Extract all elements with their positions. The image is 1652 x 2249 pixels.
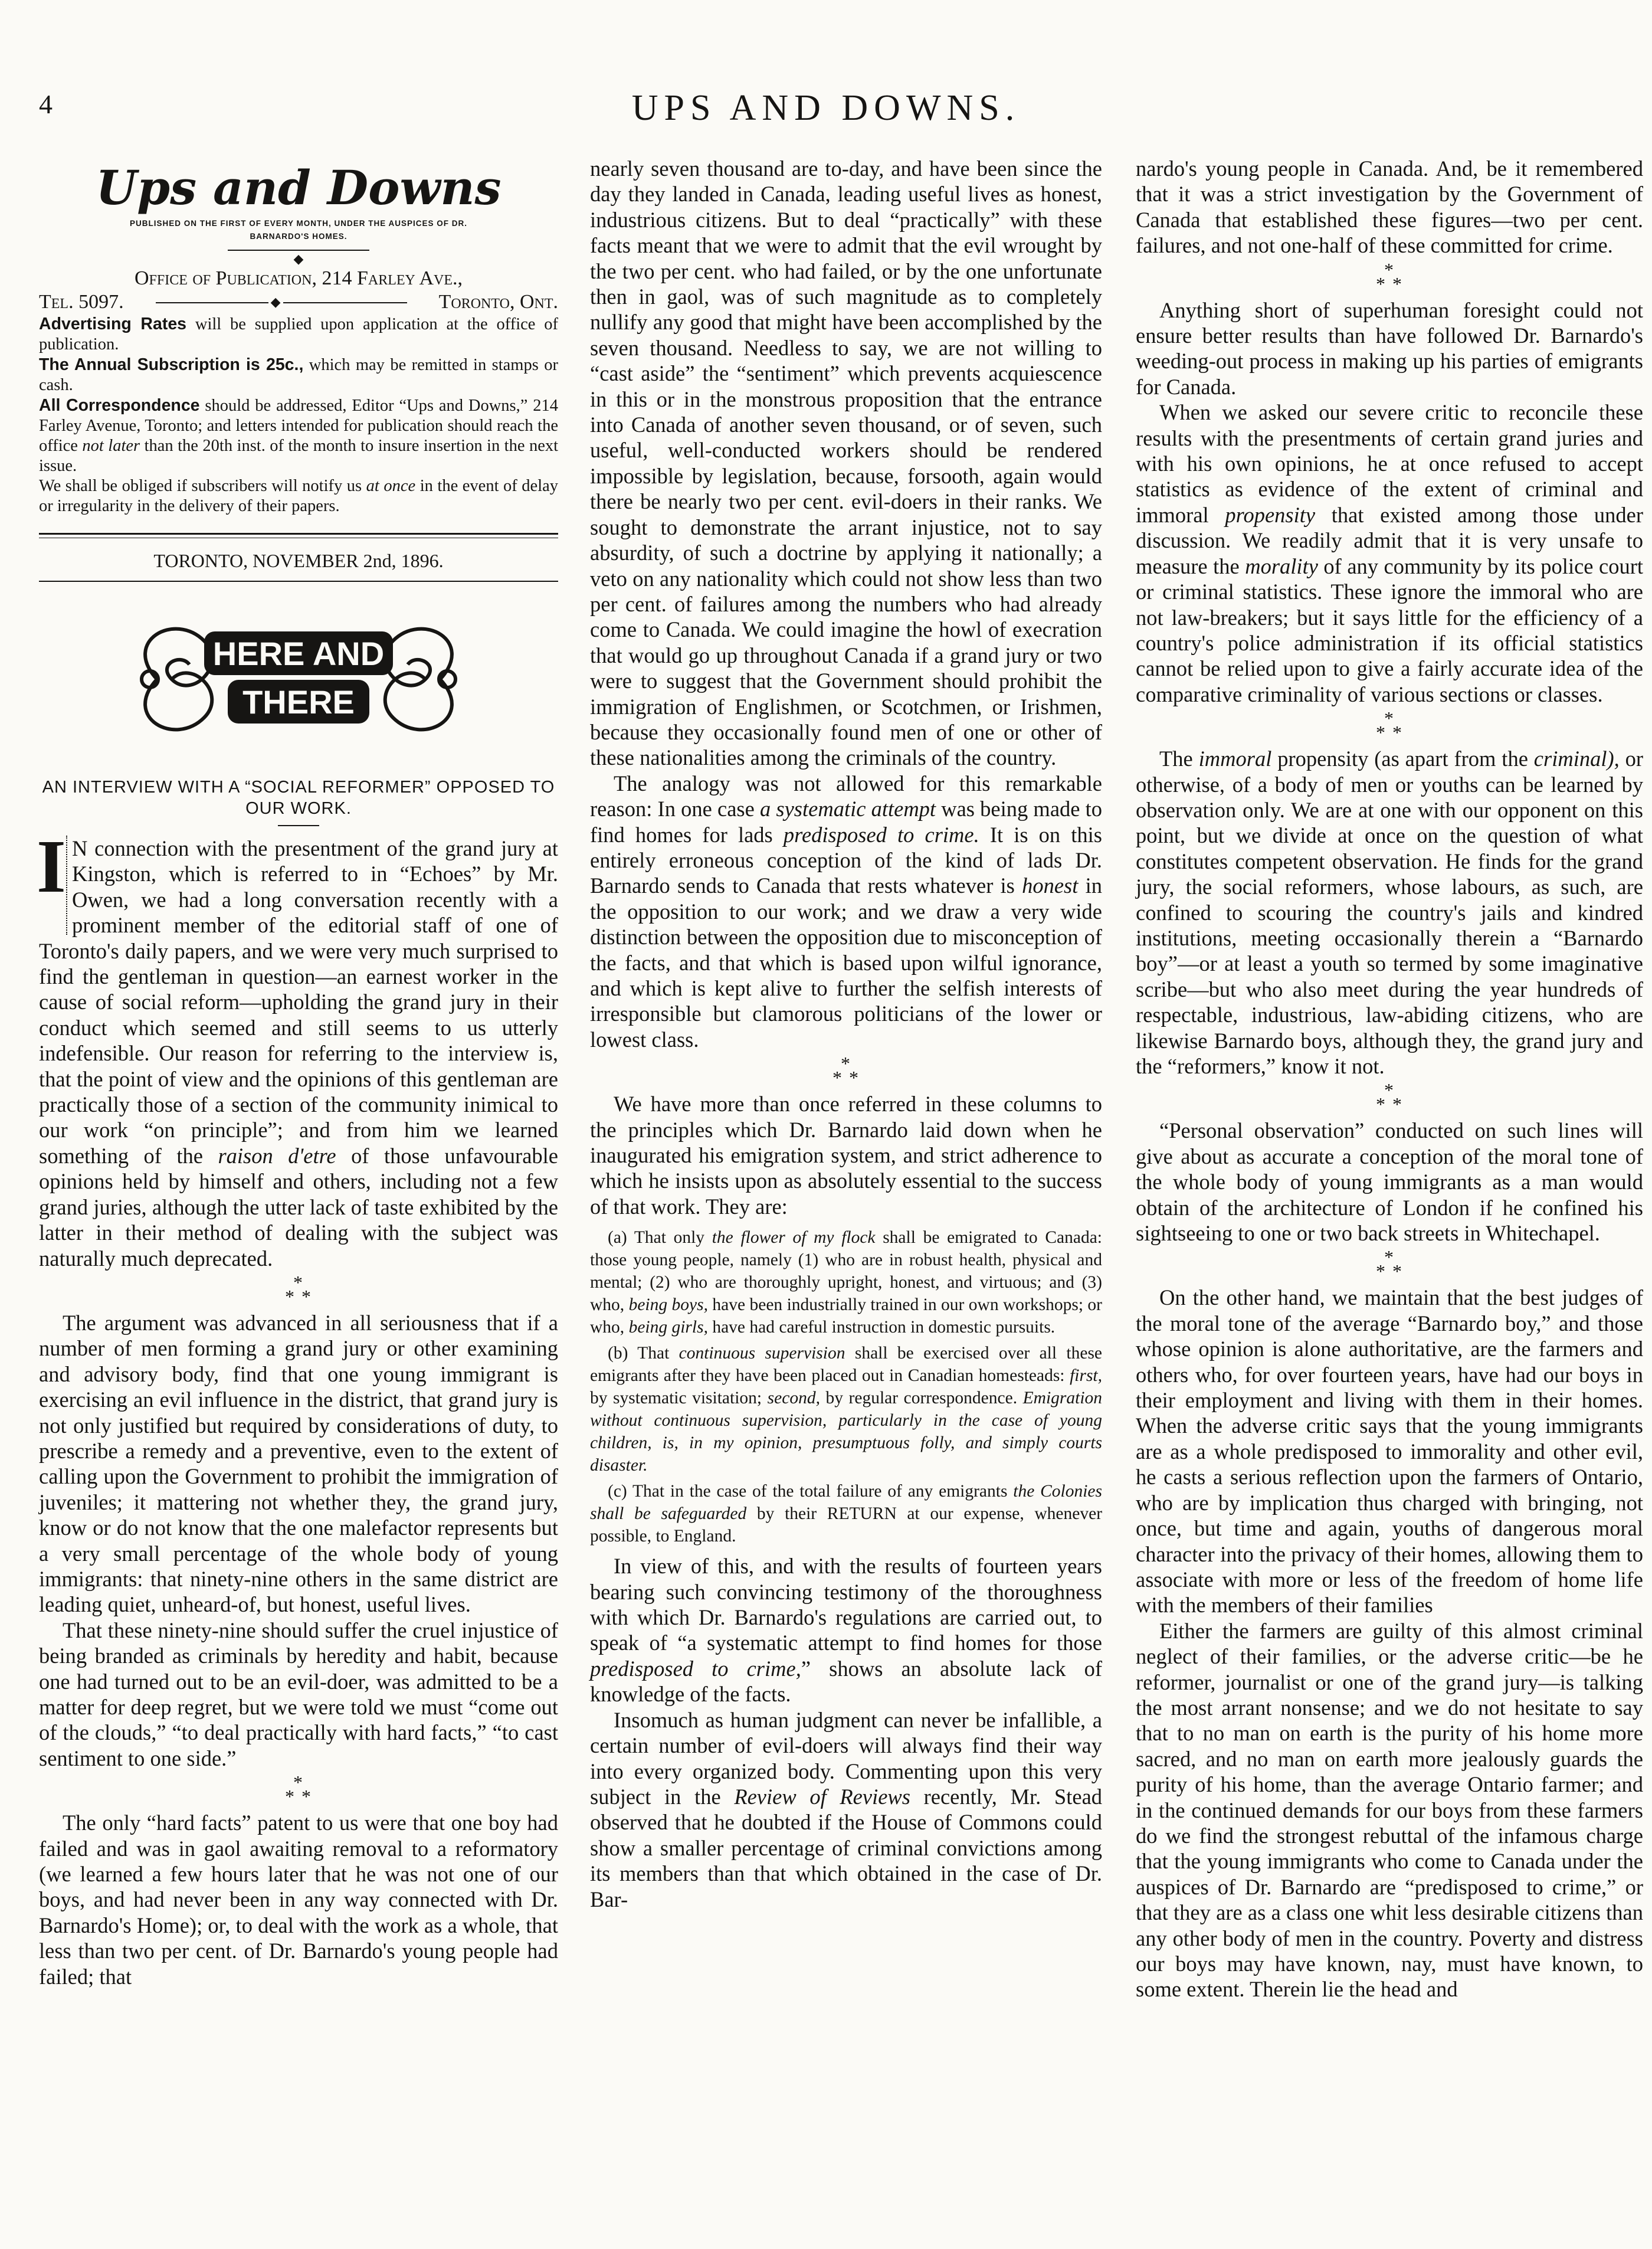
paragraph: The analogy was not allowed for this remarkable reason: In one case a systematic attempt was being made to find homes for lads predisposed to crime. It is on this entirely erroneous conception of the kind of lads Dr. Barnardo sends to Canada that rests whatever is honest in the opposition to our work; and we draw a very wide distinction between the opposition due to misconception of the facts, and that which is based upon wilful ignorance, and which is kept alive to further the selfish interests of irresponsible but clamorous politicians of the lower or lowest class.	[590, 771, 1103, 1052]
paragraph: Anything short of superhuman foresight could not ensure better results than have followed Dr. Barnardo's weeding-out process in making up his parties of emigrants for Canada.	[1136, 297, 1643, 399]
asterism: * * *	[1376, 258, 1403, 294]
rule	[39, 581, 558, 582]
rule	[278, 825, 319, 826]
principle-c: (c) That in the case of the total failure of any emigrants the Colonies shall be safeguarded by their RETURN at our expense, whenever possible, to England.	[590, 1482, 1103, 1546]
paragraph: On the other hand, we maintain that the best judges of the moral tone of the average “Barnardo boy,” and those whose opinion is alone authoritative, are the farmers and others who, for over fourteen years, have had our boys in their employment and living with them in their homes. When the adverse critic says that the young immigrants are as a whole predisposed to immorality and other evil, he casts a serious reflection upon the farmers of Ontario, who are by implication thus charged with bringing, not once, but time and again, youths of dangerous moral character into the privacy of their homes, allowing them to associate with more or less of the freedom of home life with the members of their families	[1136, 1285, 1643, 1618]
subscription-notice: The Annual Subscription is 25c., which may be remitted in stamps or cash.	[39, 355, 558, 394]
paragraph: “Personal observation” conducted on such lines will give about as accurate a conception of the moral tone of the whole body of young immigrants as a man would obtain of the architecture of London if he confined his sightseeing to one or two back streets in Whitechapel.	[1136, 1118, 1643, 1246]
paragraph: nearly seven thousand are to-day, and have been since the day they landed in Canada, leading useful lives as honest, industrious citizens. But to deal “practically” with these facts meant that we were to admit that the evil wrought by the two per cent. who had failed, or by the one unfortunate then in gaol, was of such magnitude as to completely nullify any good that might have been accomplished by the seven thousand. Needless to say, we are not willing to “cast aside” the “sentiment” which prevents acquiescence in this or in the monstrous proposition that the entrance into Canada of another seven thousand, or of seven, such useful, well-conducted workers should be rendered impossible by legislation, because, forsooth, again would there be nearly two per cent. evil-doers in their ranks. We sought to demonstrate the arrant injustice, not to say absurdity, of such a doctrine by applying it nationally; a veto on any nationality which could not show less than two per cent. of failures among the numbers who had already come to Canada. We could imagine the howl of execration that would go up throughout Canada if a grand jury or two were to suggest that the Government should prohibit the immigration of Englishmen, or Scotchmen, or Irishmen, because they occasionally found men of one or other of these nationalities among the criminals of the country.	[590, 156, 1102, 770]
banner-line-2: THERE	[242, 683, 355, 721]
paragraph: That these ninety-nine should suffer the cruel injustice of being branded as criminals by heredity and habit, because one had turned out to be an evil-doer, was admitted to be a matter for deep regret, but we were told we must “come out of the clouds,” “to deal practically with hard facts,” “to cast sentiment to one side.”	[39, 1618, 558, 1770]
asterism: * * *	[1376, 708, 1403, 744]
article-headline: AN INTERVIEW WITH A “SOCIAL REFORMER” OPPOSED TO OUR WORK.	[42, 778, 555, 818]
paragraph: N connection with the presentment of the grand jury at Kingston, which is referred to in “Echoes” by Mr. Owen, we had a long conversation recently with a prominent member of the editorial staff of one of Toronto's daily papers, and we were very much surprised to find the gentleman in question—an earnest worker in the cause of social reform—upholding the grand jury in their conduct which seemed and still seems to us utterly indefensible. Our reason for referring to the interview is, that the point of view and the opinions of this gentleman are practically those of a section of the community inimical to our work “on principle”; and from him we learned something of the raison d'etre of those unfavourable opinions held by himself and others, including not a few grand juries, although the utter lack of taste exhibited by the latter in their method of dealing with the subject was naturally much deprecated.	[39, 836, 558, 1271]
banner-line-1: HERE AND	[212, 635, 385, 672]
running-head: UPS AND DOWNS.	[631, 88, 1021, 128]
office-line	[39, 290, 558, 314]
paragraph: When we asked our severe critic to reconcile these results with the presentments of certain grand juries and with his own opinions, he at once refused to accept statistics as evidence of the extent of criminal and immoral propensity that existed among those under discussion. We readily admit that it is very unsafe to measure the morality of any community by its police court or criminal statistics. These ignore the immoral who are not law-breakers; but it says little for the efficiency of a country's police administration if its official statistics cannot be relied upon to give a fairly accurate idea of the comparative criminality of various sections or classes.	[1136, 400, 1644, 706]
asterism: * * *	[832, 1053, 860, 1089]
paragraph: We have more than once referred in these columns to the principles which Dr. Barnardo laid down when he inaugurated his emigration system, and strict adherence to which he insists upon as absolutely essential to the success of that work. They are:	[590, 1092, 1102, 1219]
principle-a: (a) That only the flower of my flock shall be emigrated to Canada: those young people, namely (1) who are in robust health, physical and mental; (2) who are thoroughly upright, honest, and virtuous; and (3) who, being boys, have been industrially trained in our own workshops; or who, being girls, have had careful instruction in domestic pursuits.	[590, 1228, 1102, 1337]
advertising-notice: Advertising Rates will be supplied upon application at the office of publication.	[39, 315, 559, 353]
paragraph: The only “hard facts” patent to us were that one boy had failed and was in gaol awaiting removal to a reformatory (we learned a few hours later that he was not one of our boys, and had never been in any way connected with Dr. Barnardo's Home); or, to deal with the work as a whole, that less than two per cent. of Dr. Barnardo's young people had failed; that	[39, 1811, 558, 1989]
here-and-there-banner	[116, 605, 481, 753]
paragraph: Either the farmers are guilty of this almost criminal neglect of their families, or the adverse critic—be he reformer, journalist or one of the grand jury—is talking the most arrant nonsense; and we do not hesitate to say that to no man on earth is the purity of his home more sacred, and no man on earth more jealously guards the purity of his home, than the average Ontario farmer; and in the continued demands for our boys from these farmers do we find the strongest rebuttal of the infamous charge that the young immigrants who come to Canada under the auspices of Dr. Barnardo are “predisposed to crime,” or that they are as a class one whit less desirable citizens than any other body of men in the country. Poverty and distress our boys may have known, nay, must have known, to some extent. Therein lie the head and	[1136, 1618, 1643, 2002]
article-lead	[37, 824, 558, 1271]
delivery-notice: We shall be obliged if subscribers will notify us at once in the event of delay or irregularity in the delivery of their papers.	[39, 477, 559, 515]
telephone: Tel. 5097.	[39, 291, 124, 313]
paragraph: In view of this, and with the results of fourteen years bearing such convincing testimony of the thoroughness with which Dr. Barnardo's regulations are carried out, to speak of “a systematic attempt to find homes for those predisposed to crime,” shows an absolute lack of knowledge of the facts.	[590, 1554, 1102, 1707]
asterism: * * *	[285, 1772, 312, 1808]
asterism: * * *	[285, 1271, 312, 1307]
asterism: * * *	[1376, 1246, 1403, 1282]
principle-b: (b) That continuous supervision shall be exercised over all these emigrants after they have been placed out in Canadian homesteads: first, by systematic visitation; second, by regular correspondence. Emigration without continuous supervision, particularly in the case of young children, is, in my opinion, presumptuous folly, and simply courts disaster.	[590, 1344, 1103, 1475]
city: Toronto, Ont.	[438, 291, 558, 313]
dateline: TORONTO, NOVEMBER 2nd, 1896.	[153, 550, 444, 571]
office-address: Office of Publication, 214 Farley Ave.,	[134, 267, 463, 289]
paragraph: The immoral propensity (as apart from the criminal), or otherwise, of a body of men or youths can be learned by observation only. We are at one with our opponent on this point, but we divide at once on the question of what constitutes competent observation. He finds for the grand jury, the social reformers, whose labours, as such, are confined to scouring the country's jails and kindred institutions, meeting occasionally therein a “Barnardo boy”—or at least a youth so termed by some imaginative scribe—but who also meet during the year hundreds of respectable, industrious, law-abiding citizens, who are likewise Barnardo boys, although they, the grand jury and the “reformers,” know it not.	[1136, 747, 1644, 1078]
ornament-rule: ◆	[138, 290, 425, 314]
column-1	[39, 156, 558, 1989]
column-3	[1136, 156, 1643, 2002]
paragraph: nardo's young people in Canada. And, be it remembered that it was a strict investigation by the Government of Canada that established these figures—two per cent. failures, and not one-half of these committed for crime.	[1136, 156, 1643, 258]
left-scroll-ornament	[145, 629, 212, 686]
drop-cap: I	[37, 836, 67, 935]
masthead-subtitle-2: BARNARDO'S HOMES.	[250, 232, 348, 241]
masthead-title: Ups and Downs	[96, 160, 502, 215]
column-2	[590, 156, 1102, 1912]
right-scroll-ornament	[385, 629, 452, 686]
paragraph: The argument was advanced in all seriousness that if a number of men forming a grand jury or other examining and advisory body, find that one young immigrant is exercising an evil influence in the district, that grand jury is not only justified but required by considerations of duty, to prescribe a remedy and a preventive, even to the extent of calling upon the Government to prohibit the immigration of juveniles; it mattering not whether they, the grand jury, know or do not know that the one malefactor represents but a very small percentage of the whole body of young immigrants: that ninety-nine others in the same district are leading quiet, unheard-of, but honest, useful lives.	[39, 1310, 558, 1617]
page-number: 4	[39, 89, 53, 119]
correspondence-notice: All Correspondence should be addressed, Editor “Ups and Downs,” 214 Farley Avenue, Toronto; and letters intended for publication should reach the office not later than the 20th inst. of the month to insure insertion in the next issue.	[39, 396, 559, 475]
paragraph: Insomuch as human judgment can never be infallible, a certain number of evil-doers will always find their way into every organized body. Commenting upon this very subject in the Review of Reviews recently, Mr. Stead observed that he doubted if the House of Commons could show a smaller percentage of criminal convictions among its members than that which obtained in the case of Dr. Bar-	[590, 1707, 1103, 1911]
double-rule	[39, 533, 558, 538]
principles-quote	[590, 1226, 1102, 1547]
masthead-subtitle-1: PUBLISHED ON THE FIRST OF EVERY MONTH, UNDER THE AUSPICES OF DR.	[129, 219, 468, 228]
ornament-rule: ◆	[39, 243, 558, 256]
asterism: * * *	[1376, 1079, 1403, 1115]
